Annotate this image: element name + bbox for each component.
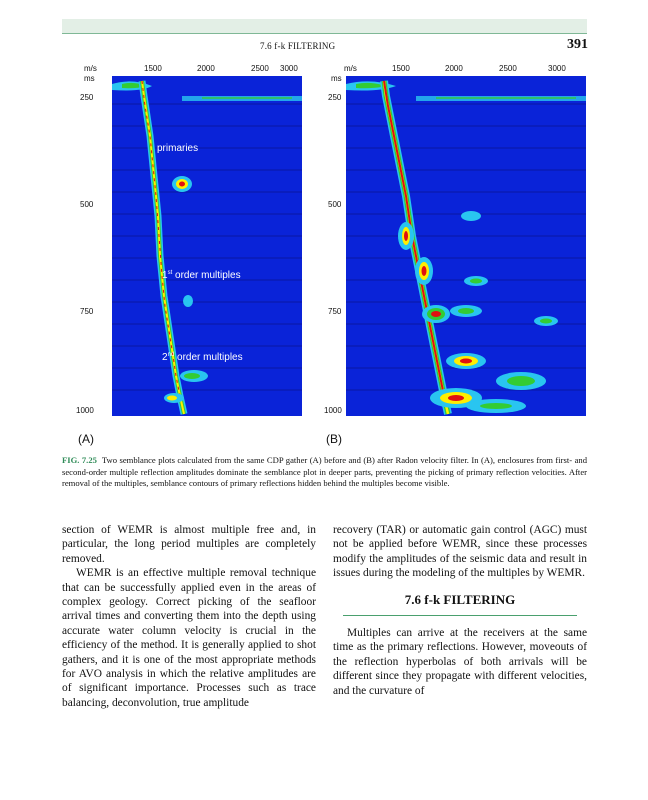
left-paragraph-1: section of WEMR is almost multiple free and, in particular, the long period multiples are completely removed. xyxy=(62,524,316,565)
deep-contours xyxy=(398,211,558,413)
velocity-unit: m/s xyxy=(84,64,97,73)
time-tick: 250 xyxy=(80,93,94,102)
left-column xyxy=(62,523,316,710)
grid-lines xyxy=(346,104,586,390)
time-tick: 250 xyxy=(328,93,342,102)
section-number: 7.6 xyxy=(404,591,422,607)
semblance-plot-b xyxy=(346,76,586,416)
annotation-second-order: 2nd order multiples xyxy=(162,352,243,363)
annotation-first-order: 1st order multiples xyxy=(162,270,241,281)
semblance-svg-b xyxy=(346,76,586,416)
right-column xyxy=(333,523,587,698)
velocity-tick: 2500 xyxy=(499,64,517,73)
time-unit: ms xyxy=(84,74,95,83)
time-tick: 750 xyxy=(328,307,342,316)
velocity-tick: 2000 xyxy=(445,64,463,73)
velocity-tick: 3000 xyxy=(280,64,298,73)
velocity-tick: 3000 xyxy=(548,64,566,73)
time-tick: 500 xyxy=(80,200,94,209)
running-title: 7.6 f-k FILTERING xyxy=(260,41,336,51)
velocity-tick: 2000 xyxy=(197,64,215,73)
section-rule xyxy=(343,615,577,616)
semblance-svg-a xyxy=(112,76,302,416)
left-paragraph-2: WEMR is an effective multiple removal technique that can be successfully applied even in the areas of complex geology. Correct picking of the seafloor arrival times and converting them into the depth using accurate water column velocity is crucial in the efficiency of the method. It is generally applied to shot gathers, and it is one of the most appropriate methods for AVO analysis in which the relative amplitudes are of significant importance. Processes such as trace balancing, deconvolution, true amplitude xyxy=(62,567,316,709)
velocity-tick: 2500 xyxy=(251,64,269,73)
section-heading xyxy=(333,593,587,607)
time-unit: ms xyxy=(331,74,342,83)
section-title: f-k FILTERING xyxy=(424,591,516,607)
header-rule xyxy=(62,33,587,34)
figure-label: FIG. 7.25 xyxy=(62,455,97,465)
velocity-tick: 1500 xyxy=(144,64,162,73)
time-tick: 1000 xyxy=(324,406,342,415)
header-band xyxy=(62,19,587,33)
time-tick: 750 xyxy=(80,307,94,316)
caption-text: Two semblance plots calculated from the same CDP gather (A) before and (B) after Radon velocity filter. In (A), enclosures from first- and second-order multiple reflection amplitudes dominate the semblance plot in deeper parts, preventing the picking of primary reflection velocities. After removal of the multiples, semblance contours of primary reflections hidden behind the multiples become visible. xyxy=(62,455,587,489)
velocity-tick: 1500 xyxy=(392,64,410,73)
right-paragraph-1: recovery (TAR) or automatic gain control (AGC) must not be applied before WEMR, since these processes modify the amplitudes of the seismic data and result in issues during the modeling of the multiples by WEMR. xyxy=(333,524,587,580)
semblance-plot-a xyxy=(112,76,302,416)
right-paragraph-2: Multiples can arrive at the receivers at the same time as the primary reflections. However, moveouts of the reflection hyperbolas of both arrivals will be different since they propagate with different velocities, and the curvature of xyxy=(333,627,587,697)
annotation-primaries: primaries xyxy=(157,143,199,154)
panel-a-label: (A) xyxy=(78,432,94,446)
velocity-unit: m/s xyxy=(344,64,357,73)
time-tick: 1000 xyxy=(76,406,94,415)
time-tick: 500 xyxy=(328,200,342,209)
panel-b-label: (B) xyxy=(326,432,342,446)
page-number: 391 xyxy=(567,37,588,52)
grid-lines xyxy=(112,104,302,390)
figure-caption xyxy=(62,455,587,490)
